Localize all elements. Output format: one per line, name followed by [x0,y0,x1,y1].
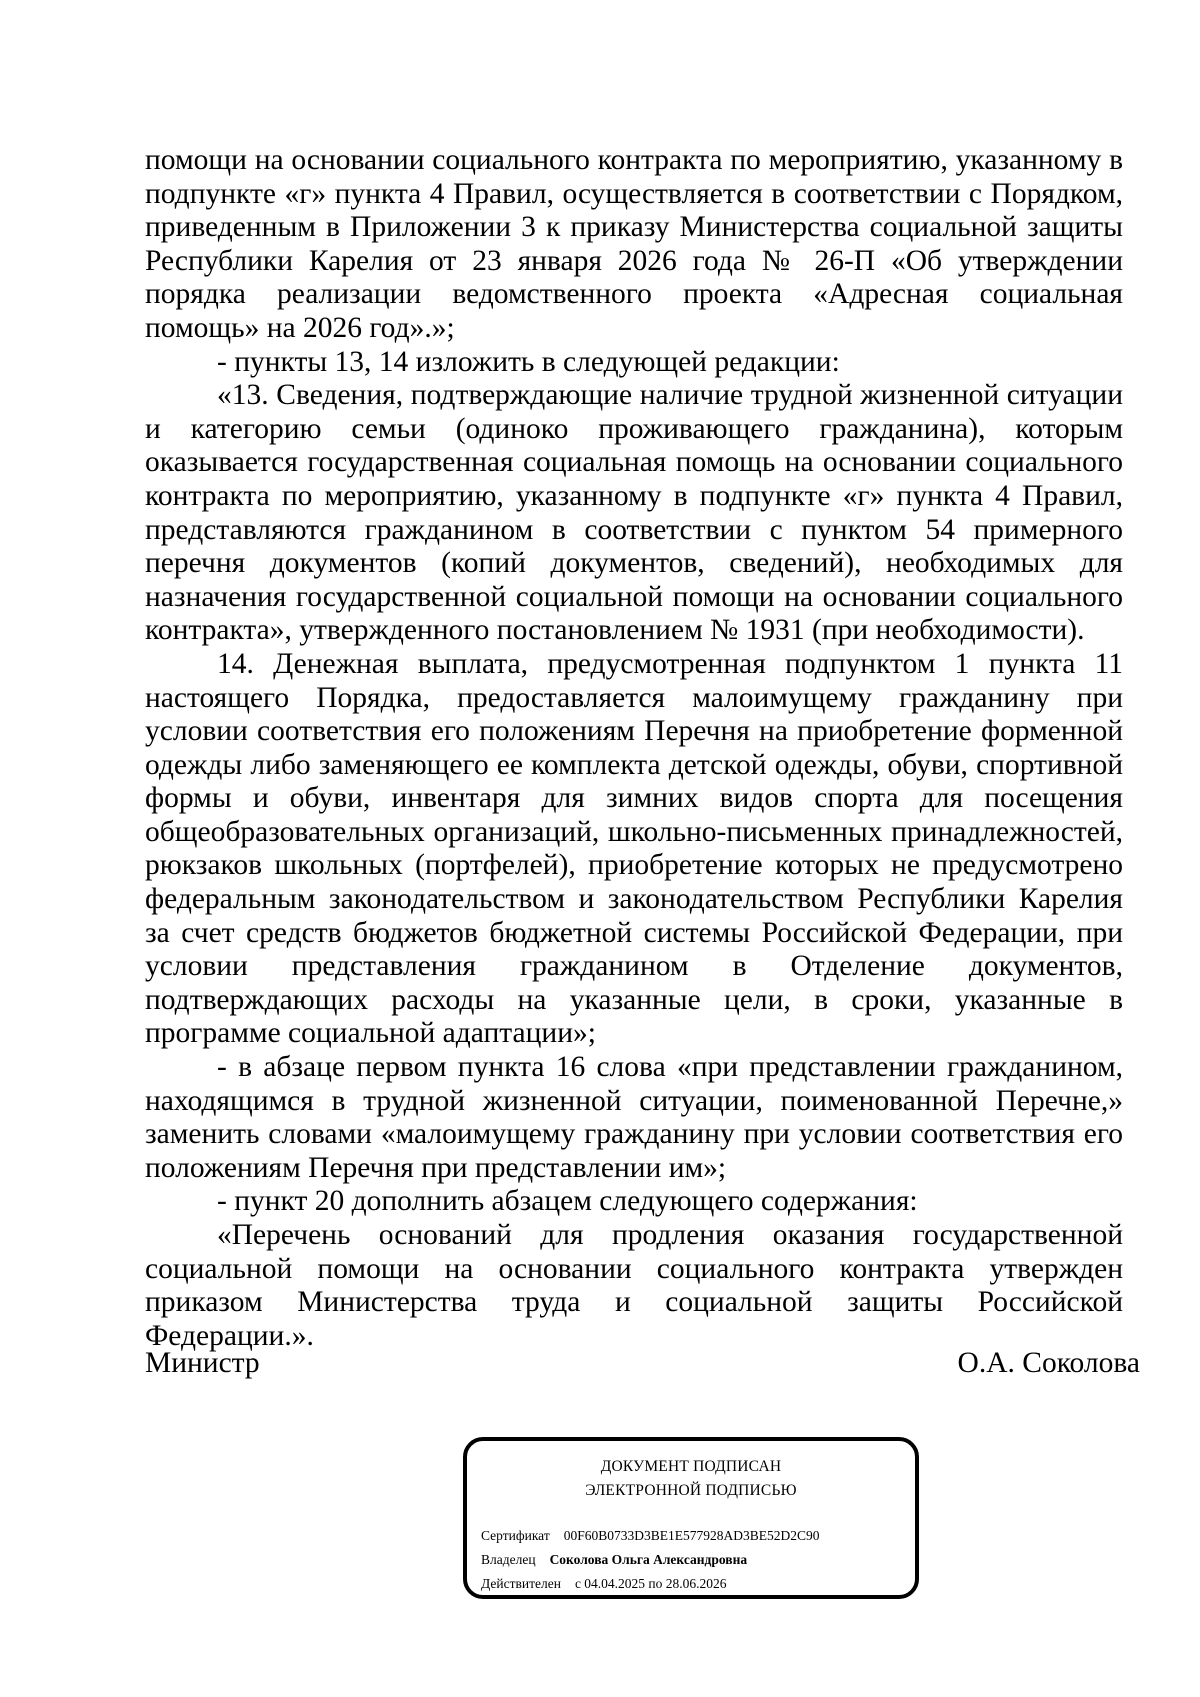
certificate-label: Сертификат [481,1528,550,1543]
paragraph: 14. Денежная выплата, предусмотренная подпунктом 1 пункта 11 настоящего Порядка, предоставляется малоимущему гражданину при условии соответствия его положениям Перечня на приобретение форменной одежды либо заменяющего ее комплекта детской одежды, обуви, спортивной формы и обуви, инвентаря для зимних видов спорта для посещения общеобразовательных организаций, школьно-письменных принадлежностей, рюкзаков школьных (портфелей), приобретение которых не предусмотрено федеральным законодательством и законодательством Республики Карелия за счет средств бюджетов бюджетной системы Российской Федерации, при условии представления гражданином в Отделение документов, подтверждающих расходы на указанные цели, в сроки, указанные в программе социальной адаптации»; [145,647,1123,1050]
paragraph: помощи на основании социального контракта по мероприятию, указанному в подпункте «г» пункта 4 Правил, осуществляется в соответствии с Порядком, приведенным в Приложении 3 к приказу Министерства социальной защиты Республики Карелия от 23 января 2026 года № 26-П «Об утверждении порядка реализации ведомственного проекта «Адресная социальная помощь» на 2026 год».»; [145,144,1123,344]
signatory-name: О.А. Соколова [957,1347,1140,1379]
paragraph: - в абзаце первом пункта 16 слова «при представлении гражданином, находящимся в трудной жизненной ситуации, поименованной Перечне,» заменить словами «малоимущему гражданину при условии соответствия его положениям Перечня при представлении им»; [145,1051,1123,1184]
document-body [145,144,1123,1353]
stamp-certificate-row [481,1527,820,1545]
stamp-validity-row [481,1575,727,1593]
owner-label: Владелец [481,1552,536,1567]
stamp-header [467,1455,915,1503]
stamp-title-line-2: ЭЛЕКТРОННОЙ ПОДПИСЬЮ [585,1482,797,1499]
paragraph: «Перечень оснований для продления оказания государственной социальной помощи на основании социального контракта утвержден приказом Министерства труда и социальной защиты Российской Федерации.». [145,1219,1123,1352]
stamp-title-line-1: ДОКУМЕНТ ПОДПИСАН [600,1458,782,1475]
paragraph: - пункт 20 дополнить абзацем следующего содержания: [217,1185,918,1218]
paragraph: «13. Сведения, подтверждающие наличие трудной жизненной ситуации и категорию семьи (одиноко проживающего гражданина), которым оказывается государственная социальная помощь на основании социального контракта по мероприятию, указанному в подпункте «г» пункта 4 Правил, представляются гражданином в соответствии с пунктом 54 примерного перечня документов (копий документов, сведений), необходимых для назначения государственной социальной помощи на основании социального контракта», утвержденного постановлением № 1931 (при необходимости). [145,379,1123,647]
signatory-role: Министр [145,1347,260,1379]
owner-value: Соколова Ольга Александровна [549,1552,748,1567]
paragraph: - пункты 13, 14 изложить в следующей редакции: [217,345,840,378]
validity-value: с 04.04.2025 по 28.06.2026 [574,1576,727,1591]
electronic-signature-stamp [463,1437,919,1599]
validity-label: Действителен [481,1576,561,1591]
stamp-owner-row [481,1551,747,1569]
certificate-value: 00F60B0733D3BE1E577928AD3BE52D2C90 [563,1528,820,1543]
